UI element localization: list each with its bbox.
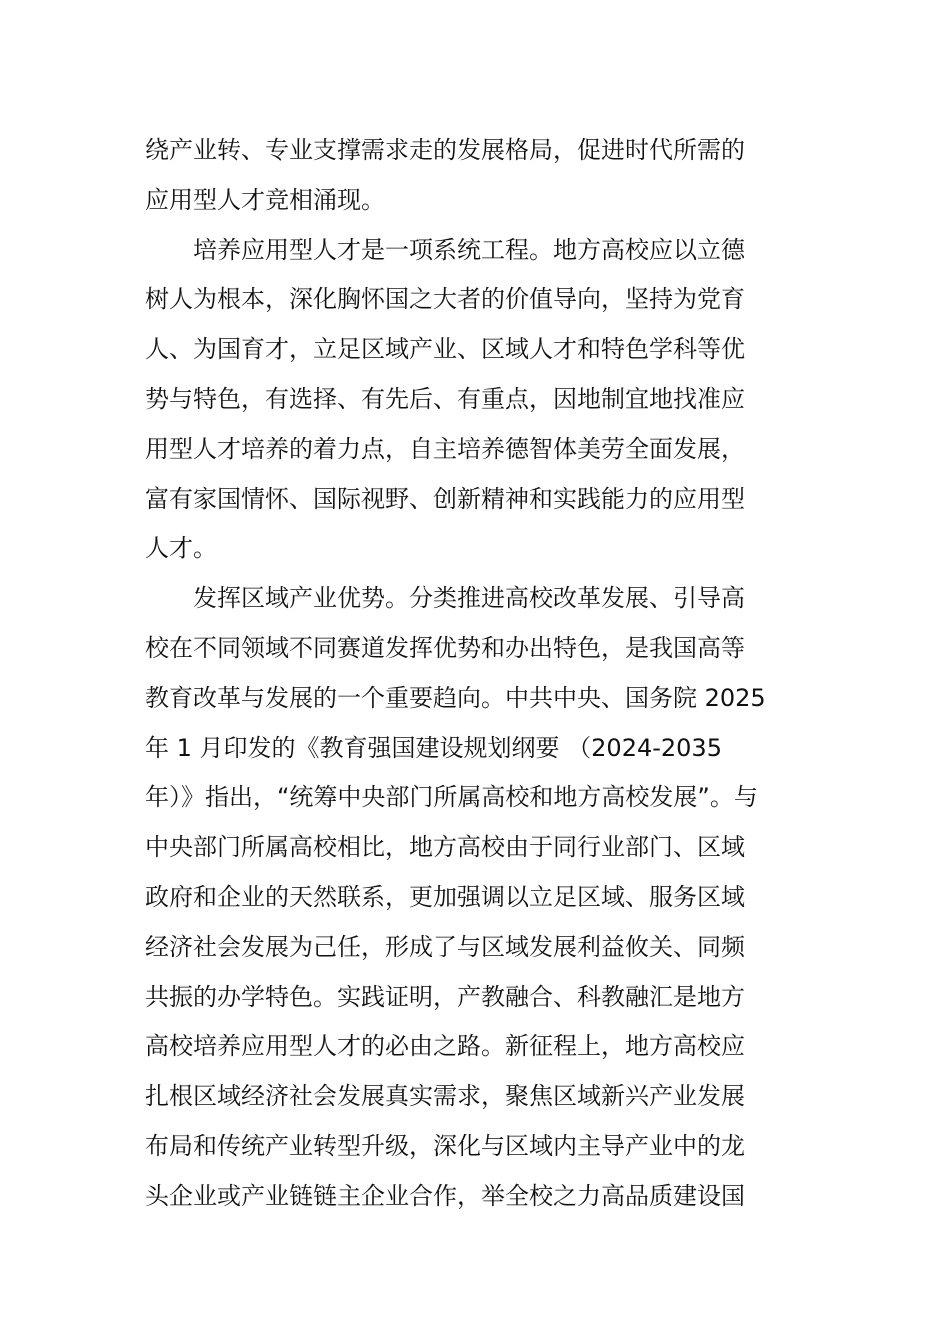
text-line: 经济社会发展为己任，形成了与区域发展利益攸关、同频: [145, 932, 745, 961]
text-line: 扎根区域经济社会发展真实需求，聚焦区域新兴产业发展: [145, 1082, 745, 1111]
text-line: 中央部门所属高校相比，地方高校由于同行业部门、区域: [145, 833, 745, 862]
text-line: 共振的办学特色。实践证明，产教融合、科教融汇是地方: [145, 982, 745, 1011]
text-line: 政府和企业的天然联系，更加强调以立足区域、服务区域: [145, 882, 745, 911]
text-line: 年 1 月印发的《教育强国建设规划纲要 （2024-2035: [145, 733, 722, 762]
text-line: 用型人才培养的着力点，自主培养德智体美劳全面发展，: [145, 434, 745, 463]
text-line: 势与特色，有选择、有先后、有重点，因地制宜地找准应: [145, 384, 745, 413]
text-line: 人才。: [145, 534, 217, 563]
paragraph-2: [145, 226, 807, 575]
text-line: 树人为根本，深化胸怀国之大者的价值导向，坚持为党育: [145, 285, 745, 314]
paragraph-1: [145, 126, 807, 226]
text-line: 应用型人才竞相涌现。: [145, 185, 385, 214]
text-line: 教育改革与发展的一个重要趋向。中共中央、国务院 2025: [145, 683, 766, 712]
text-line: 头企业或产业链链主企业合作，举全校之力高品质建设国: [145, 1181, 745, 1210]
text-line: 绕产业转、专业支撑需求走的发展格局，促进时代所需的: [145, 136, 745, 164]
text-line: 富有家国情怀、国际视野、创新精神和实践能力的应用型: [145, 484, 745, 513]
text-line: 年）》指出，“统筹中央部门所属高校和地方高校发展”。与: [145, 783, 758, 812]
paragraph-3: [145, 574, 807, 1221]
text-line: 培养应用型人才是一项系统工程。地方高校应以立德: [193, 235, 745, 264]
text-line: 人、为国育才，立足区域产业、区域人才和特色学科等优: [145, 335, 745, 364]
document-body: [145, 126, 807, 1222]
text-line: 校在不同领域不同赛道发挥优势和办出特色，是我国高等: [145, 633, 745, 662]
text-line: 布局和传统产业转型升级，深化与区域内主导产业中的龙: [145, 1131, 745, 1160]
text-line: 高校培养应用型人才的必由之路。新征程上，地方高校应: [145, 1032, 745, 1061]
text-line: 发挥区域产业优势。分类推进高校改革发展、引导高: [193, 584, 745, 613]
